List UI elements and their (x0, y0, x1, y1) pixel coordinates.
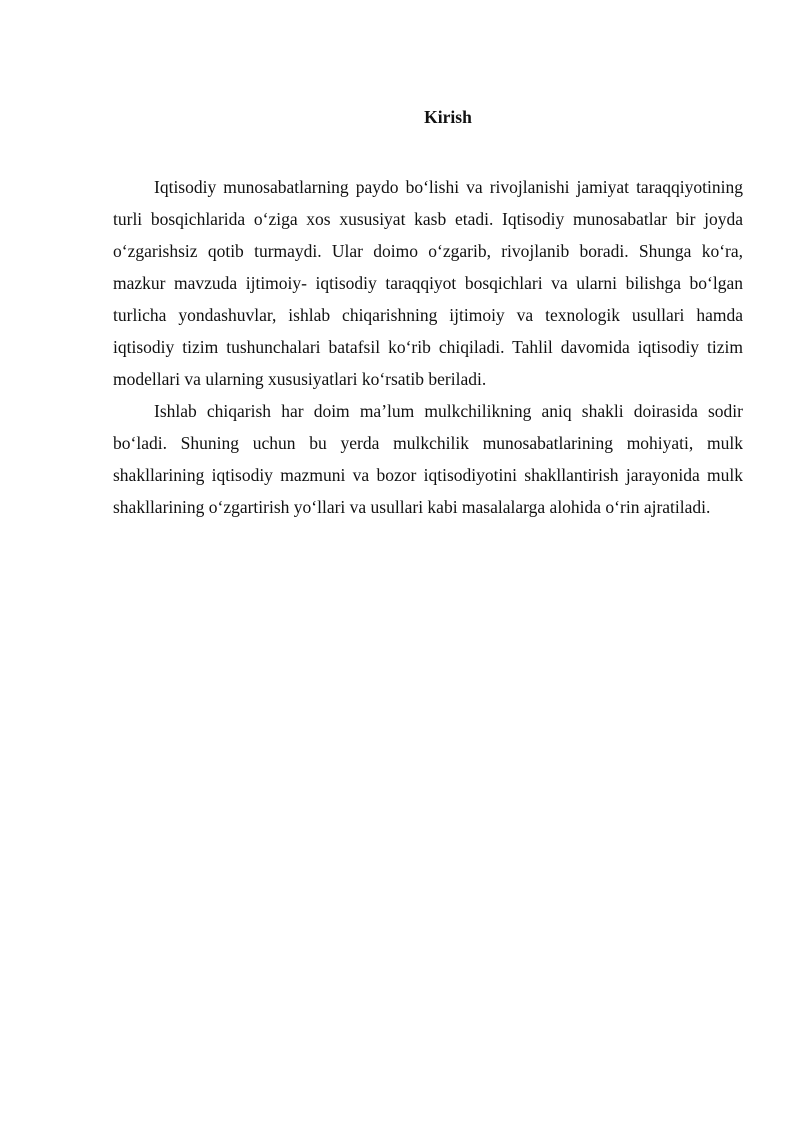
paragraph-1: Iqtisodiy munosabatlarning paydo bo‘lishi va rivojlanishi jamiyat taraqqiyotining turli bosqichlarida o‘ziga xos xususiyat kasb etadi. Iqtisodiy munosabatlar bir joyda o‘zgarishsiz qotib turmaydi. Ular doimo o‘zgarib, rivojlanib boradi. Shunga ko‘ra, mazkur mavzuda ijtimoiy- iqtisodiy taraqqiyot bosqichlari va ularni bilishga bo‘lgan turlicha yondashuvlar, ishlab chiqarishning ijtimoiy va texnologik usullari hamda iqtisodiy tizim tushunchalari batafsil ko‘rib chiqiladi. Tahlil davomida iqtisodiy tizim modellari va ularning xususiyatlari ko‘rsatib beriladi. (113, 177, 743, 389)
paragraph-2: Ishlab chiqarish har doim ma’lum mulkchilikning aniq shakli doirasida sodir bo‘ladi. Shuning uchun bu yerda mulkchilik munosabatlarining mohiyati, mulk shakllarining iqtisodiy mazmuni va bozor iqtisodiyotini shakllantirish jarayonida mulk shakllarining o‘zgartirish yo‘llari va usullari kabi masalalarga alohida o‘rin ajratiladi. (113, 401, 743, 517)
document-title: Kirish (424, 107, 472, 127)
document-body (113, 171, 743, 523)
